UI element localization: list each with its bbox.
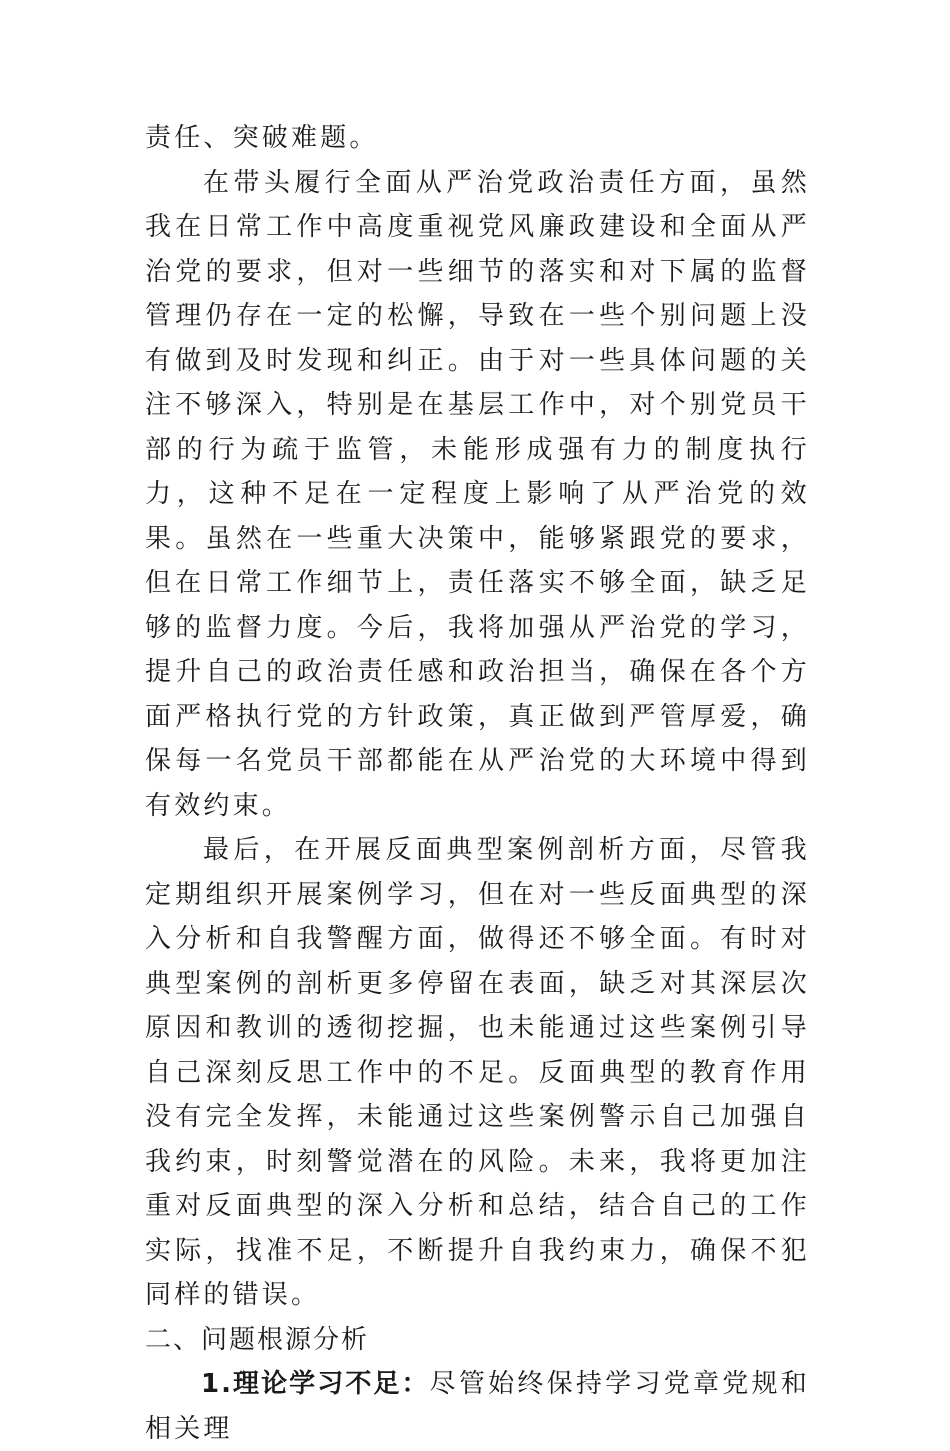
paragraph-party-responsibility: 在带头履行全面从严治党政治责任方面，虽然我在日常工作中高度重视党风廉政建设和全面从严治党的要求，但对一些细节的落实和对下属的监督管理仍存在一定的松懈，导致在一些个别问题上没有做到及时发现和纠正。由于对一些具体问题的关注不够深入，特别是在基层工作中，对个别党员干部的行为疏于监管，未能形成强有力的制度执行力，这种不足在一定程度上影响了从严治党的效果。虽然在一些重大决策中，能够紧跟党的要求，但在日常工作细节上，责任落实不够全面，缺乏足够的监督力度。今后，我将加强从严治党的学习，提升自己的政治责任感和政治担当，确保在各个方面严格执行党的方针政策，真正做到严管厚爱，确保每一名党员干部都能在从严治党的大环境中得到有效约束。 bbox=[145, 167, 810, 821]
list-item-theory-study bbox=[145, 1362, 810, 1451]
continuation-line: 责任、突破难题。 bbox=[145, 123, 379, 153]
list-item-text: 尽管始终保持学习党章党规和相关理 bbox=[145, 1369, 811, 1444]
section-heading: 二、问题根源分析 bbox=[145, 1324, 370, 1355]
list-item-label: 1.理论学习不足： bbox=[201, 1369, 430, 1399]
document-body bbox=[145, 116, 810, 1451]
paragraph-case-analysis: 最后，在开展反面典型案例剖析方面，尽管我定期组织开展案例学习，但在对一些反面典型的深入分析和自我警醒方面，做得还不够全面。有时对典型案例的剖析更多停留在表面，缺乏对其深层次原因和教训的透彻挖掘，也未能通过这些案例引导自己深刻反思工作中的不足。反面典型的教育作用没有完全发挥，未能通过这些案例警示自己加强自我约束，时刻警觉潜在的风险。未来，我将更加注重对反面典型的深入分析和总结，结合自己的工作实际，找准不足，不断提升自我约束力，确保不犯同样的错误。 bbox=[145, 835, 810, 1310]
